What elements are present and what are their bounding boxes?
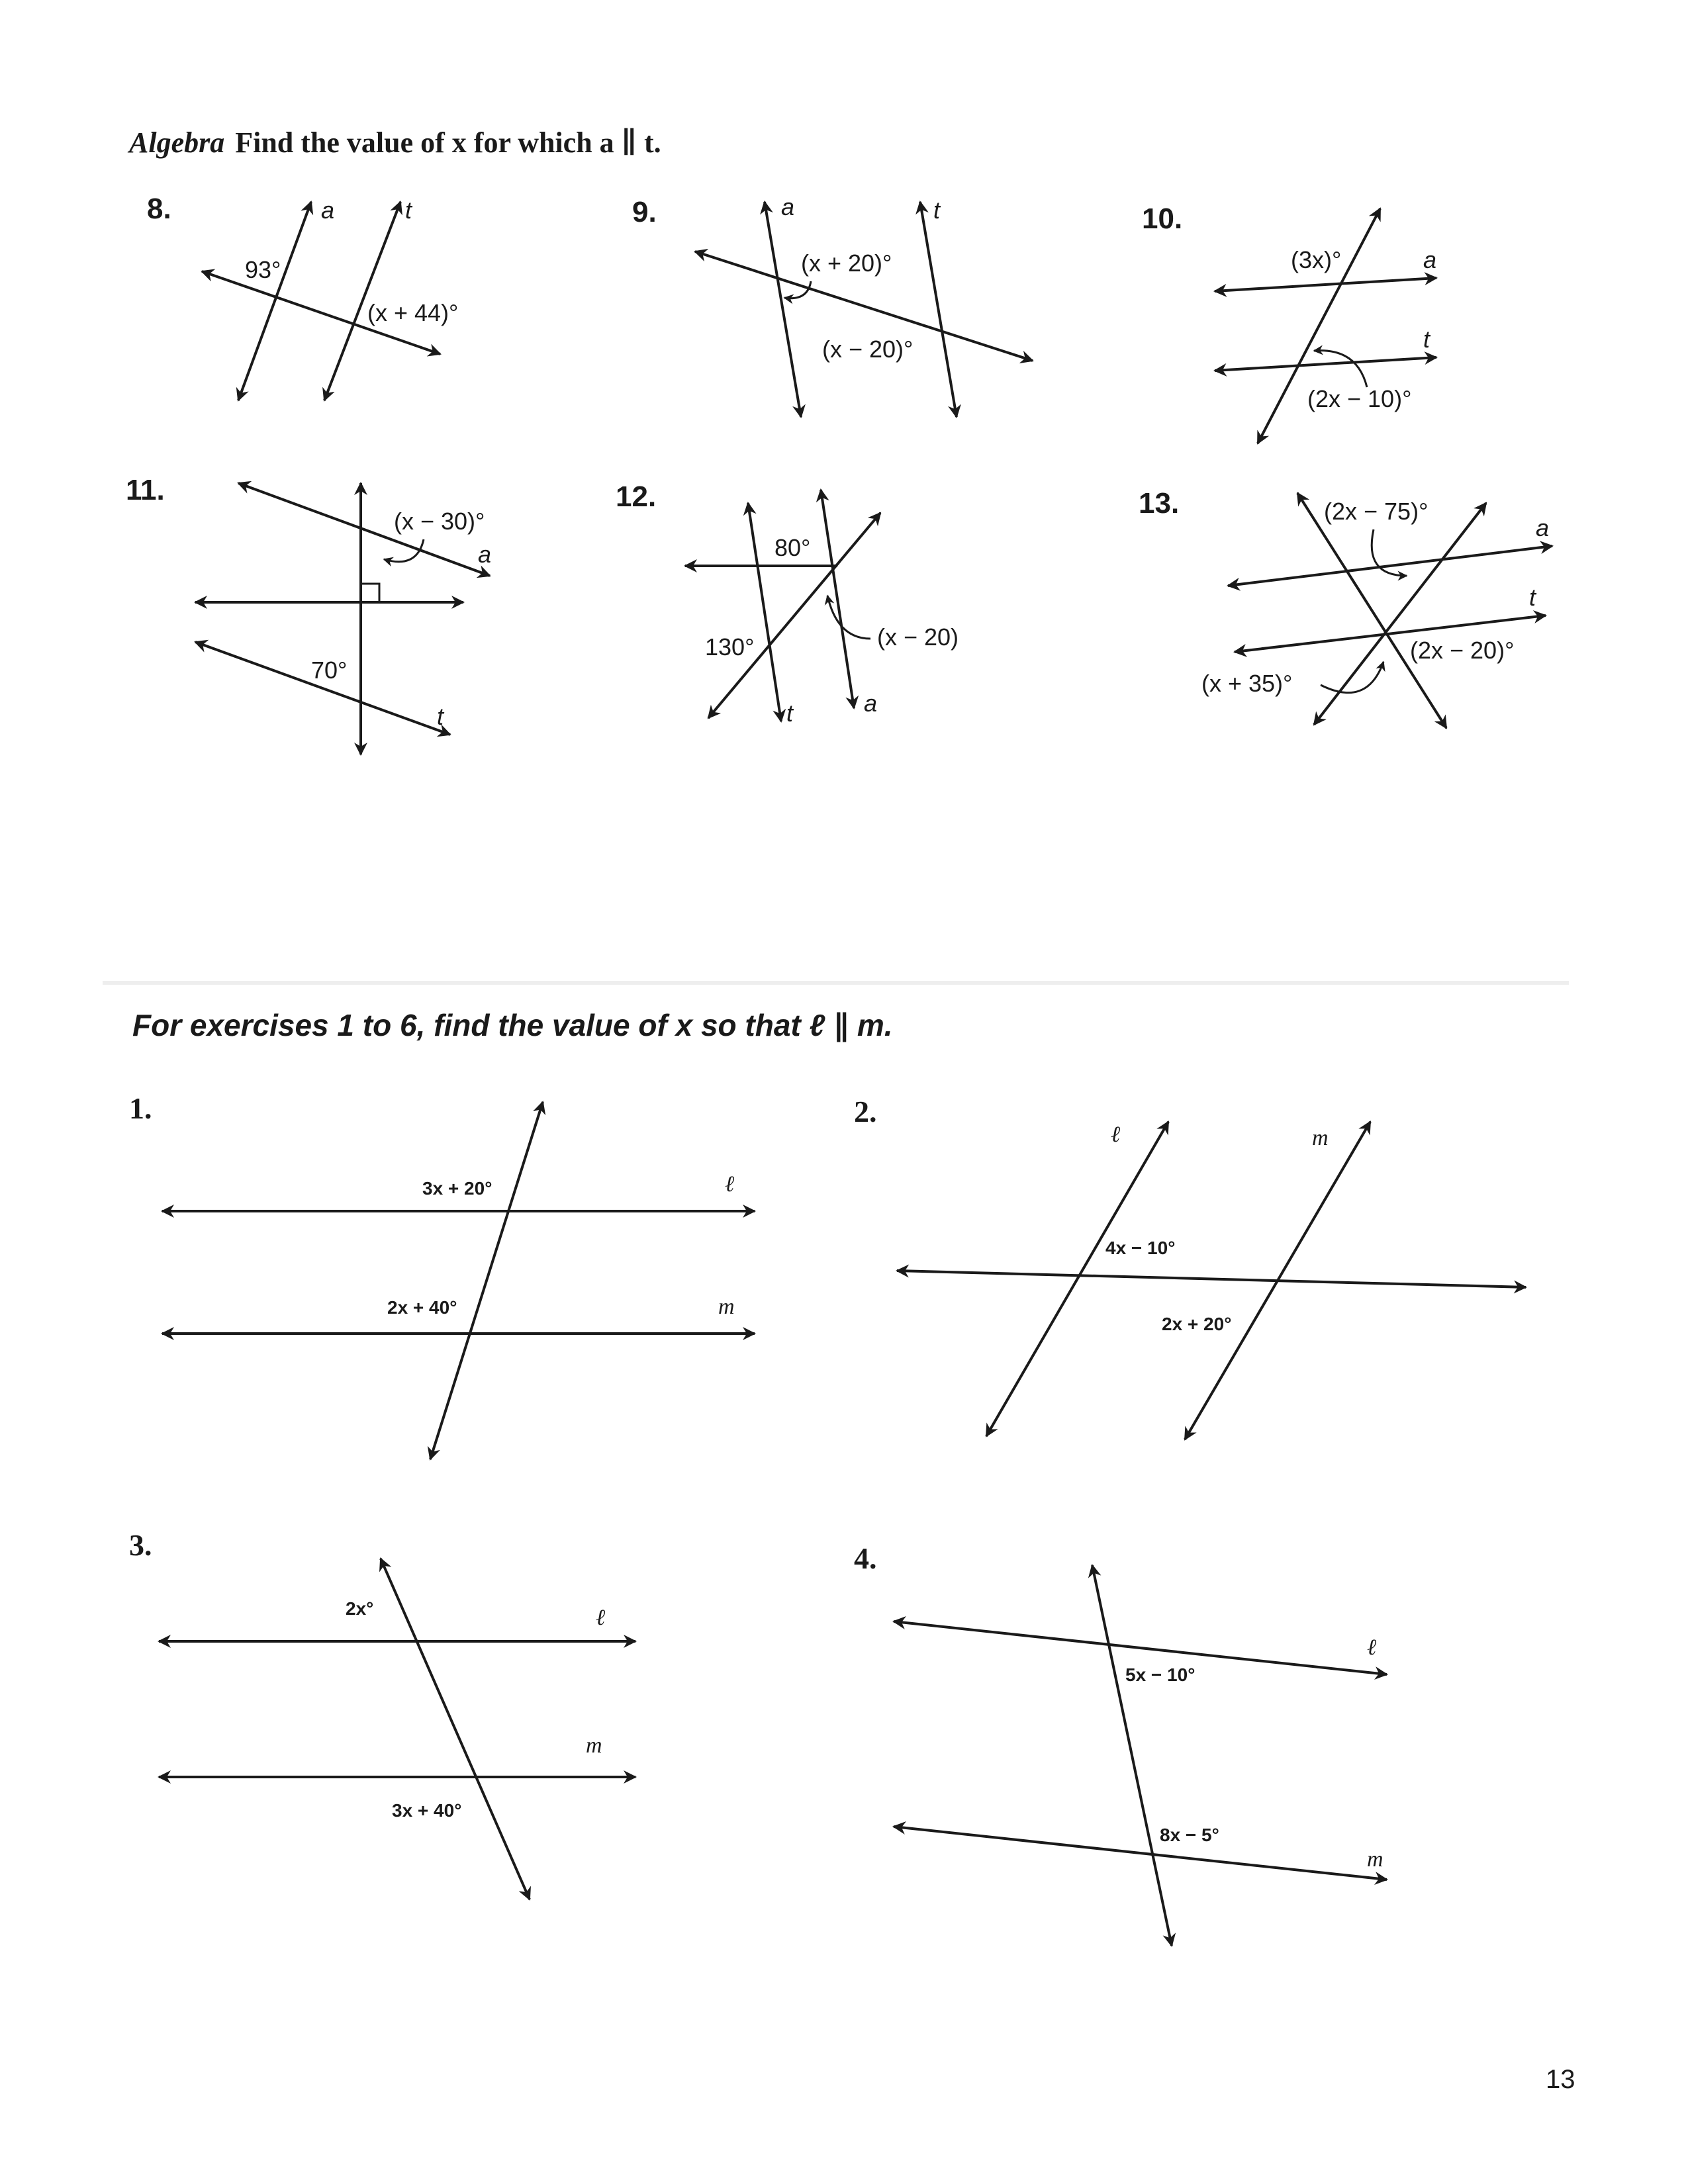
ex13-angle-arc-top <box>1372 529 1407 576</box>
ex12-label-a: a <box>864 690 878 717</box>
exercise-9-number: 9. <box>632 196 657 228</box>
exercise-11-number: 11. <box>126 474 165 506</box>
ex10-angle-arc <box>1314 351 1367 387</box>
ex12-label-t: t <box>786 700 794 727</box>
ex3-transversal <box>381 1559 530 1899</box>
exercise-13-number: 13. <box>1139 487 1180 520</box>
ex9-angle-xm20: (x − 20)° <box>822 336 914 363</box>
exercise-10-number: 10. <box>1142 203 1183 235</box>
ex12-line-a <box>821 490 854 708</box>
ex3-angle-2x: 2x° <box>346 1598 374 1619</box>
ex13-label-a: a <box>1536 514 1550 541</box>
ex13-label-t: t <box>1529 584 1536 611</box>
exercise-1-number: 1. <box>129 1091 152 1125</box>
ex10-label-t: t <box>1423 326 1430 353</box>
exercise-12-number: 12. <box>616 480 657 513</box>
ex11-right-angle-mark <box>361 584 379 602</box>
exercise-12-diagram <box>616 480 959 727</box>
ex12-angle-80: 80° <box>774 534 811 561</box>
ex10-line-a <box>1215 278 1436 291</box>
ex8-label-t: t <box>405 197 412 224</box>
bottom-heading: For exercises 1 to 6, find the value of x so that ℓ ∥ m. <box>132 1008 893 1042</box>
ex1-label-m: m <box>718 1295 735 1319</box>
exercise-3-number: 3. <box>129 1528 152 1562</box>
ex13-line-a <box>1228 546 1552 586</box>
ex11-label-t: t <box>437 703 444 730</box>
ex1-transversal <box>430 1102 543 1459</box>
ex13-angle-x35: (x + 35)° <box>1201 670 1293 697</box>
ex8-angle-x44: (x + 44)° <box>367 299 459 326</box>
ex11-angle-70: 70° <box>311 657 348 684</box>
ex2-angle-4x10: 4x − 10° <box>1105 1238 1176 1258</box>
exercise-8-diagram <box>147 193 458 400</box>
ex1-label-l: ℓ <box>725 1172 735 1197</box>
ex10-angle-2x10: (2x − 10)° <box>1307 385 1412 412</box>
exercise-10-diagram <box>1142 203 1436 443</box>
ex9-line-t <box>920 202 957 417</box>
top-heading-italic: Algebra <box>129 126 225 159</box>
exercise-2-diagram <box>854 1095 1526 1439</box>
exercise-3-diagram <box>129 1528 635 1899</box>
exercise-9-diagram <box>632 193 1033 417</box>
ex4-angle-8x5: 8x − 5° <box>1160 1825 1219 1845</box>
ex4-transversal <box>1092 1565 1172 1946</box>
ex2-label-m: m <box>1312 1126 1329 1150</box>
ex4-line-m <box>894 1827 1387 1880</box>
ex2-line-m <box>1185 1122 1370 1439</box>
exercise-11-diagram <box>126 474 491 754</box>
top-heading <box>127 126 661 159</box>
ex8-angle-93: 93° <box>245 256 281 283</box>
ex13-transversal-1 <box>1297 493 1446 728</box>
exercise-1-diagram <box>129 1091 755 1459</box>
ex9-angle-x20: (x + 20)° <box>801 250 892 277</box>
ex2-angle-2x20: 2x + 20° <box>1162 1314 1232 1334</box>
ex10-line-t <box>1215 357 1436 371</box>
ex4-label-l: ℓ <box>1367 1635 1377 1660</box>
ex9-line-a <box>765 202 801 417</box>
ex2-line-l <box>986 1122 1168 1436</box>
ex1-angle-3x20: 3x + 20° <box>422 1178 492 1199</box>
ex10-angle-3x: (3x)° <box>1291 246 1342 273</box>
ex3-angle-3x40: 3x + 40° <box>392 1800 462 1821</box>
exercise-4-diagram <box>854 1541 1387 1946</box>
ex12-angle-x20: (x − 20) <box>877 623 959 651</box>
top-heading-rest: Find the value of x for which a ∥ t. <box>235 126 661 159</box>
ex9-label-t: t <box>933 197 941 224</box>
ex1-angle-2x40: 2x + 40° <box>387 1297 457 1318</box>
ex4-angle-5x10: 5x − 10° <box>1125 1664 1196 1685</box>
ex8-label-a: a <box>321 197 335 224</box>
ex11-angle-x30: (x − 30)° <box>394 508 485 535</box>
exercise-13-diagram <box>1139 487 1552 728</box>
ex3-label-l: ℓ <box>596 1606 606 1630</box>
ex12-angle-130: 130° <box>705 633 755 660</box>
ex13-angle-2x20: (2x − 20)° <box>1410 637 1515 664</box>
exercise-2-number: 2. <box>854 1095 877 1128</box>
exercise-4-number: 4. <box>854 1541 877 1575</box>
ex11-label-a: a <box>478 541 492 568</box>
exercise-8-number: 8. <box>147 193 171 225</box>
ex8-line-a <box>238 202 311 400</box>
ex3-label-m: m <box>586 1733 602 1758</box>
ex2-label-l: ℓ <box>1111 1122 1121 1147</box>
ex4-label-m: m <box>1367 1847 1383 1872</box>
ex9-label-a: a <box>781 193 795 220</box>
ex11-line-t <box>195 642 450 735</box>
page-number: 13 <box>1546 2065 1575 2094</box>
ex10-label-a: a <box>1423 246 1437 273</box>
ex12-angle-arc <box>827 596 870 639</box>
ex2-transversal <box>897 1271 1526 1287</box>
ex13-angle-2x75: (2x − 75)° <box>1324 498 1429 525</box>
